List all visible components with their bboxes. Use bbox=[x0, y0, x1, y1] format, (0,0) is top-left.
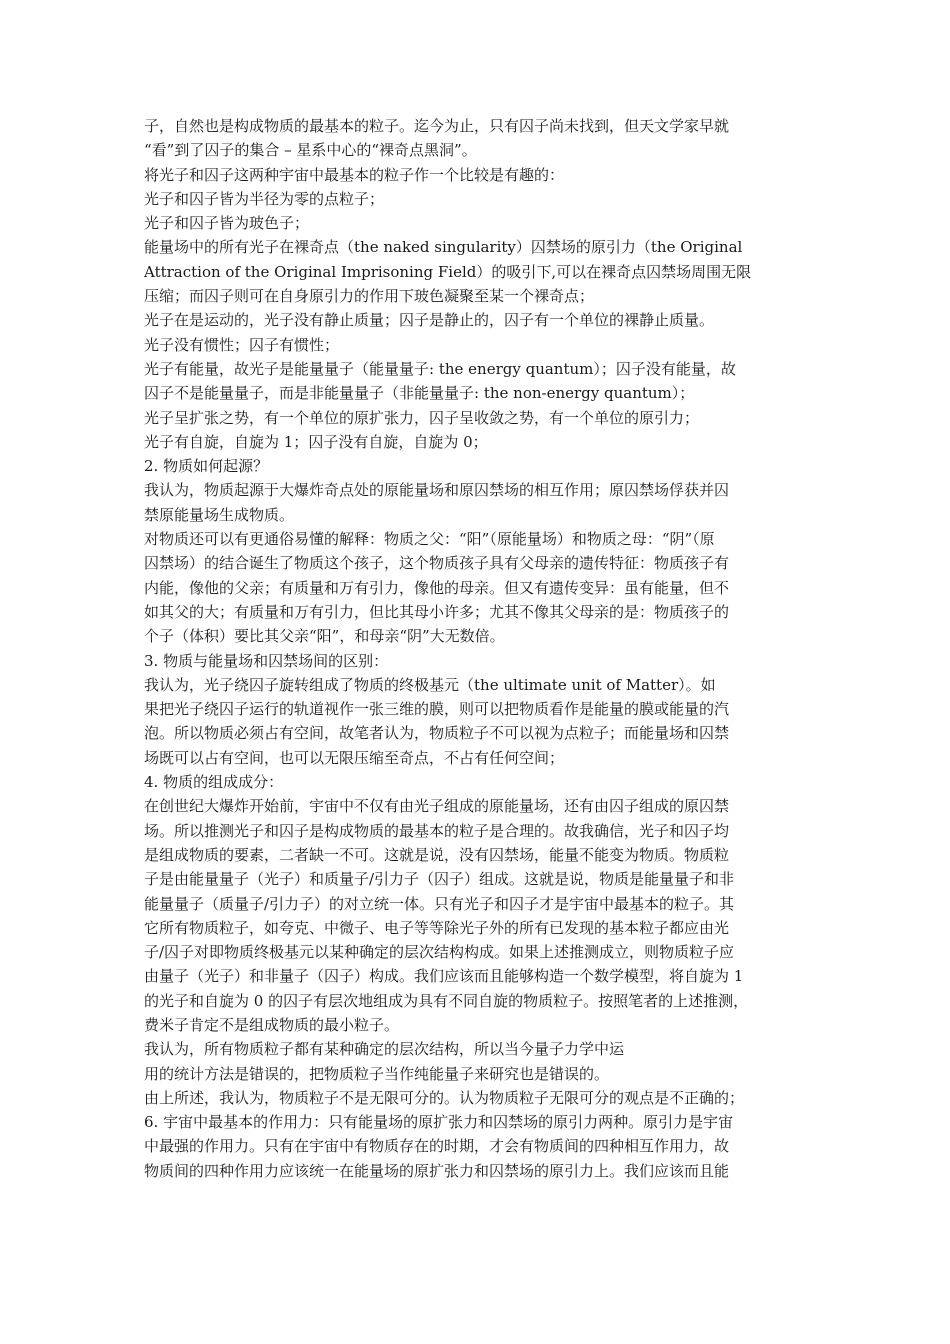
text-line: 由上所述，我认为，物质粒子不是无限可分的。认为物质粒子无限可分的观点是不正确的； bbox=[144, 1088, 745, 1107]
text-line: 禁原能量场生成物质。 bbox=[144, 505, 295, 524]
text-line: 物质间的四种作用力应该统一在能量场的原扩张力和囚禁场的原引力上。我们应该而且能 bbox=[144, 1161, 730, 1180]
text-line: 的光子和自旋为 0 的囚子有层次地组成为具有不同自旋的物质粒子。按照笔者的上述推测， bbox=[144, 991, 749, 1010]
text-line: 果把光子绕囚子运行的轨道视作一张三维的膜，则可以把物质看作是能量的膜或能量的汽 bbox=[144, 700, 730, 719]
text-line: 对物质还可以有更通俗易懂的解释：物质之父：“阳”（原能量场）和物质之母：“阴”（原 bbox=[144, 530, 715, 549]
text-line: 场既可以占有空间，也可以无限压缩至奇点，不占有任何空间； bbox=[144, 748, 565, 767]
text-line: 子/囚子对即物质终极基元以某种确定的层次结构构成。如果上述推测成立，则物质粒子应 bbox=[144, 943, 735, 962]
text-line: 由量子（光子）和非量子（囚子）构成。我们应该而且能够构造一个数学模型，将自旋为 1 bbox=[144, 967, 744, 986]
text-line: 它所有物质粒子，如夸克、中微子、电子等等除光子外的所有已发现的基本粒子都应由光 bbox=[144, 918, 730, 937]
text-line: 用的统计方法是错误的，把物质粒子当作纯能量子来研究也是错误的。 bbox=[144, 1064, 610, 1083]
document-page bbox=[144, 114, 808, 1183]
text-line: Attraction of the Original Imprisoning Field）的吸引下,可以在裸奇点囚禁场周围无限 bbox=[144, 262, 752, 281]
text-line: 光子和囚子皆为半径为零的点粒子； bbox=[144, 189, 385, 208]
text-line: 子，自然也是构成物质的最基本的粒子。迄今为止，只有囚子尚未找到，但天文学家早就 bbox=[144, 117, 730, 135]
text-line: 囚禁场）的结合诞生了物质这个孩子，这个物质孩子具有父母亲的遗传特征：物质孩子有 bbox=[144, 554, 730, 573]
text-line: 光子有能量，故光子是能量量子（能量量子: the energy quantum）；囚子没有能量，故 bbox=[144, 359, 736, 378]
text-line: 内能，像他的父亲；有质量和万有引力，像他的母亲。但又有遗传变异：虽有能量，但不 bbox=[144, 578, 730, 597]
text-line: 个子（体积）要比其父亲“阳”，和母亲“阴”大无数倍。 bbox=[144, 627, 505, 646]
section-heading-6: 6. 宇宙中最基本的作用力：只有能量场的原扩张力和囚禁场的原引力两种。原引力是宇宙 bbox=[144, 1113, 734, 1132]
text-line: 中最强的作用力。只有在宇宙中有物质存在的时期，才会有物质间的四种相互作用力，故 bbox=[144, 1137, 730, 1156]
text-line: 囚子不是能量量子，而是非能量量子（非能量量子: the non-energy quantum）； bbox=[144, 384, 695, 403]
text-line: 光子在是运动的，光子没有静止质量；囚子是静止的，囚子有一个单位的裸静止质量。 bbox=[144, 311, 715, 330]
text-line: 是组成物质的要素，二者缺一不可。这就是说，没有囚禁场，能量不能变为物质。物质粒 bbox=[144, 845, 730, 864]
text-line: 在创世纪大爆炸开始前，宇宙中不仅有由光子组成的原能量场，还有由囚子组成的原囚禁 bbox=[144, 797, 730, 816]
text-line: 子是由能量量子（光子）和质量子/引力子（囚子）组成。这就是说，物质是能量量子和非 bbox=[144, 870, 735, 889]
text-line: 压缩；而囚子则可在自身原引力的作用下玻色凝聚至某一个裸奇点； bbox=[144, 287, 595, 306]
section-heading-4: 4. 物质的组成成分： bbox=[144, 773, 284, 792]
text-line: 光子和囚子皆为玻色子； bbox=[144, 214, 310, 233]
text-line: 如其父的大；有质量和万有引力，但比其母小许多；尤其不像其父母亲的是：物质孩子的 bbox=[144, 602, 730, 621]
text-line: 我认为，光子绕囚子旋转组成了物质的终极基元（the ultimate unit of Matter）。如 bbox=[144, 675, 716, 694]
text-line: “看”到了囚子的集合 – 星系中心的“裸奇点黑洞”。 bbox=[144, 141, 477, 160]
text-line: 场。所以推测光子和囚子是构成物质的最基本的粒子是合理的。故我确信，光子和囚子均 bbox=[144, 821, 730, 840]
text-line: 将光子和囚子这两种宇宙中最基本的粒子作一个比较是有趣的： bbox=[144, 165, 565, 184]
text-line: 光子呈扩张之势，有一个单位的原扩张力，囚子呈收敛之势，有一个单位的原引力； bbox=[144, 408, 700, 427]
text-line: 光子没有惯性；囚子有惯性； bbox=[144, 335, 340, 354]
text-line: 我认为，所有物质粒子都有某种确定的层次结构，所以当今量子力学中运 bbox=[144, 1040, 625, 1059]
section-heading-3: 3. 物质与能量场和囚禁场间的区别： bbox=[144, 651, 389, 670]
text-line: 能量场中的所有光子在裸奇点（the naked singularity）囚禁场的原引力（the Original bbox=[144, 238, 743, 257]
text-line: 能量量子（质量子/引力子）的对立统一体。只有光子和囚子才是宇宙中最基本的粒子。其 bbox=[144, 894, 735, 913]
text-line: 我认为，物质起源于大爆炸奇点处的原能量场和原囚禁场的相互作用；原囚禁场俘获并囚 bbox=[144, 481, 730, 500]
section-heading-2: 2. 物质如何起源？ bbox=[144, 457, 269, 476]
text-line: 费米子肯定不是组成物质的最小粒子。 bbox=[144, 1015, 400, 1034]
text-line: 光子有自旋，自旋为 1；囚子没有自旋，自旋为 0； bbox=[144, 432, 488, 451]
text-line: 泡。所以物质必须占有空间，故笔者认为，物质粒子不可以视为点粒子；而能量场和囚禁 bbox=[144, 724, 730, 743]
